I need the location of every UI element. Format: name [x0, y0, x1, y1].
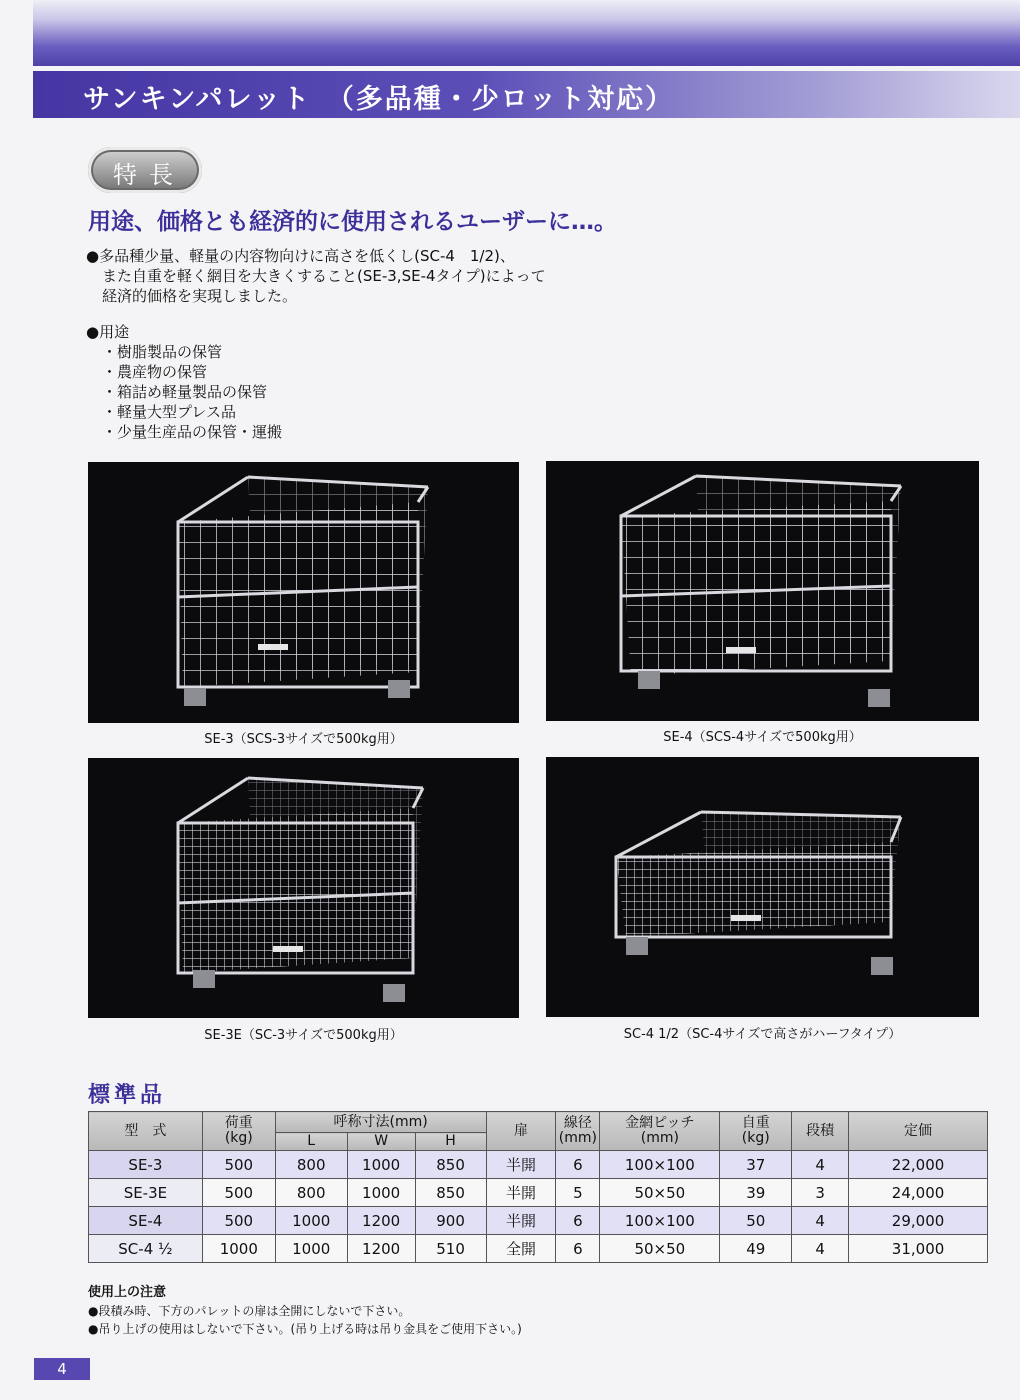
- cell-stack: 4: [792, 1151, 849, 1179]
- table-row: [89, 1151, 988, 1179]
- title-band: [33, 71, 1020, 118]
- header-wire: 線径 (mm): [556, 1112, 600, 1151]
- cell-wire: 6: [556, 1235, 600, 1263]
- header-weight: 自重 (kg): [720, 1112, 792, 1151]
- header-load: 荷重 (kg): [202, 1112, 275, 1151]
- photo-se-4: [546, 461, 979, 721]
- table-row: [89, 1179, 988, 1207]
- wire-cage-image: [88, 462, 519, 723]
- cell-model: SC-4 ½: [89, 1235, 203, 1263]
- header-stack: 段積: [792, 1112, 849, 1151]
- cell-door: 半開: [486, 1179, 556, 1207]
- note-item: ●段積み時、下方のパレットの扉は全開にしないで下さい。: [88, 1304, 411, 1318]
- cell-price: 24,000: [849, 1179, 988, 1207]
- use-item: ・農産物の保管: [102, 363, 208, 381]
- cell-weight: 39: [720, 1179, 792, 1207]
- table-row: [89, 1235, 988, 1263]
- page-title: サンキンパレット （多品種・少ロット対応）: [83, 84, 675, 115]
- cell-l: 1000: [275, 1235, 347, 1263]
- cell-load: 500: [202, 1207, 275, 1235]
- cell-load: 500: [202, 1179, 275, 1207]
- cell-pitch: 100×100: [600, 1207, 720, 1235]
- photo-caption: SC-4 1/2（SC-4サイズで高さがハーフタイプ）: [623, 1027, 902, 1042]
- cell-price: 22,000: [849, 1151, 988, 1179]
- photo-caption: SE-3E（SC-3サイズで500kg用）: [204, 1028, 403, 1043]
- cell-stack: 4: [792, 1207, 849, 1235]
- wire-cage-image: [546, 757, 979, 1017]
- wire-cage-image: [88, 758, 519, 1018]
- intro-text: [86, 246, 546, 306]
- cell-h: 900: [415, 1207, 486, 1235]
- cell-model: SE-3: [89, 1151, 203, 1179]
- feature-headline: 用途、価格とも経済的に使用されるユーザーに…。: [88, 209, 617, 235]
- cell-price: 31,000: [849, 1235, 988, 1263]
- cell-l: 1000: [275, 1207, 347, 1235]
- cell-door: 半開: [486, 1207, 556, 1235]
- header-pitch: 金網ピッチ (mm): [600, 1112, 720, 1151]
- use-item: ・軽量大型プレス品: [102, 403, 236, 421]
- cell-pitch: 50×50: [600, 1235, 720, 1263]
- header-model: 型 式: [89, 1112, 203, 1151]
- cell-price: 29,000: [849, 1207, 988, 1235]
- cell-wire: 5: [556, 1179, 600, 1207]
- cell-l: 800: [275, 1179, 347, 1207]
- intro-line-2: また自重を軽く網目を大きくすること(SE-3,SE-4タイプ)によって: [102, 267, 546, 285]
- uses-list: [86, 322, 282, 442]
- cell-load: 500: [202, 1151, 275, 1179]
- intro-line-1: ●多品種少量、軽量の内容物向けに高さを低くし(SC-4 1/2)、: [86, 247, 515, 265]
- header-w: W: [347, 1133, 415, 1151]
- table-row: [89, 1207, 988, 1235]
- cell-wire: 6: [556, 1207, 600, 1235]
- photo-se-3e: [88, 758, 519, 1018]
- use-item: ・少量生産品の保管・運搬: [102, 423, 283, 441]
- cell-wire: 6: [556, 1151, 600, 1179]
- uses-title: ●用途: [86, 323, 130, 341]
- cell-stack: 4: [792, 1235, 849, 1263]
- header-h: H: [415, 1133, 486, 1151]
- header-l: L: [275, 1133, 347, 1151]
- spec-table: [88, 1111, 988, 1263]
- cell-h: 850: [415, 1151, 486, 1179]
- header-dims: 呼称寸法(mm): [275, 1112, 486, 1133]
- wire-cage-image: [546, 461, 979, 721]
- intro-line-3: 経済的価格を実現しました。: [102, 287, 298, 305]
- cell-pitch: 50×50: [600, 1179, 720, 1207]
- cell-w: 1000: [347, 1179, 415, 1207]
- note-item: ●吊り上げの使用はしないで下さい。(吊り上げる時は吊り金具をご使用下さい。): [88, 1322, 522, 1336]
- cell-door: 全開: [486, 1235, 556, 1263]
- feature-badge-label: 特長: [113, 161, 185, 189]
- cell-weight: 37: [720, 1151, 792, 1179]
- feature-badge: [88, 147, 202, 193]
- notes-title: 使用上の注意: [88, 1285, 167, 1300]
- use-item: ・箱詰め軽量製品の保管: [102, 383, 268, 401]
- cell-w: 1200: [347, 1207, 415, 1235]
- cell-door: 半開: [486, 1151, 556, 1179]
- cell-h: 510: [415, 1235, 486, 1263]
- cell-weight: 50: [720, 1207, 792, 1235]
- photo-caption: SE-4（SCS-4サイズで500kg用）: [663, 730, 862, 745]
- cell-h: 850: [415, 1179, 486, 1207]
- standard-products-title: 標準品: [88, 1083, 167, 1108]
- header-price: 定価: [849, 1112, 988, 1151]
- photo-se-3: [88, 462, 519, 723]
- use-item: ・樹脂製品の保管: [102, 343, 223, 361]
- cell-l: 800: [275, 1151, 347, 1179]
- cell-w: 1000: [347, 1151, 415, 1179]
- header-door: 扉: [486, 1112, 556, 1151]
- cell-w: 1200: [347, 1235, 415, 1263]
- cell-model: SE-3E: [89, 1179, 203, 1207]
- photo-caption: SE-3（SCS-3サイズで500kg用）: [204, 732, 403, 747]
- usage-notes: [88, 1284, 522, 1338]
- photo-sc-4-half: [546, 757, 979, 1017]
- cell-pitch: 100×100: [600, 1151, 720, 1179]
- cell-weight: 49: [720, 1235, 792, 1263]
- header-top-band: [33, 0, 1020, 66]
- page-number: 4: [34, 1358, 90, 1380]
- cell-model: SE-4: [89, 1207, 203, 1235]
- cell-stack: 3: [792, 1179, 849, 1207]
- cell-load: 1000: [202, 1235, 275, 1263]
